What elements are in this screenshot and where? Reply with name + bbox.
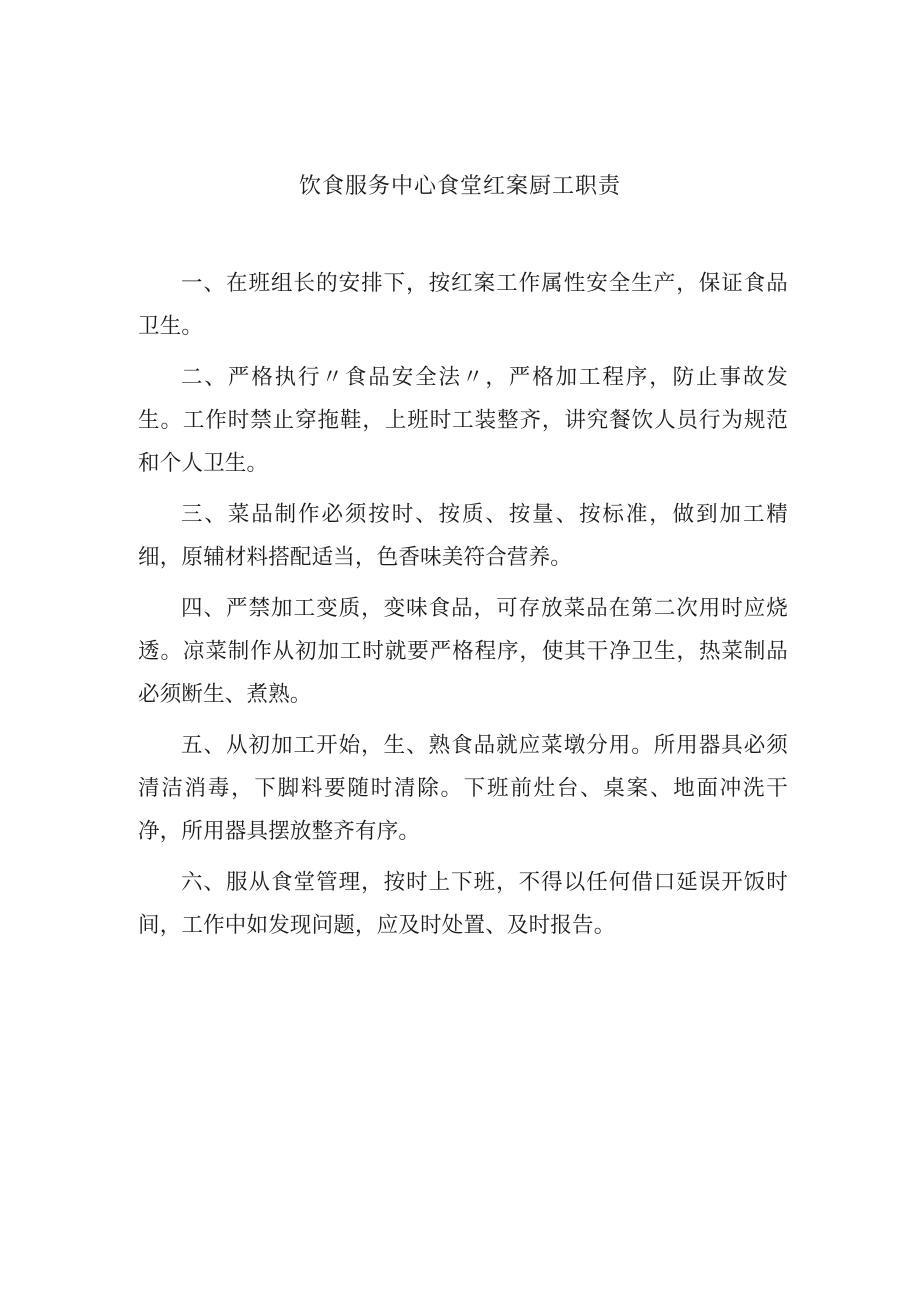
duty-paragraph-2: 二、严格执行〃食品安全法〃，严格加工程序，防止事故发生。工作时禁止穿拖鞋，上班时工装整齐，讲究餐饮人员行为规范和个人卫生。 <box>138 365 788 476</box>
duty-paragraph-1: 一、在班组长的安排下，按红案工作属性安全生产，保证食品卫生。 <box>138 271 788 339</box>
document-title: 饮食服务中心食堂红案厨工职责 <box>298 174 621 199</box>
document-body <box>138 262 788 955</box>
duty-paragraph-6: 六、服从食堂管理，按时上下班，不得以任何借口延误开饭时间，工作中如发现问题，应及时处置、及时报告。 <box>138 870 788 938</box>
duty-paragraph-3: 三、菜品制作必须按时、按质、按量、按标准，做到加工精细，原辅材料搭配适当，色香味美符合营养。 <box>138 502 788 570</box>
duty-paragraph-5: 五、从初加工开始，生、熟食品就应菜墩分用。所用器具必须清洁消毒，下脚料要随时清除。下班前灶台、桌案、地面冲洗干净，所用器具摆放整齐有序。 <box>138 733 788 844</box>
duty-paragraph-4: 四、严禁加工变质，变味食品，可存放菜品在第二次用时应烧透。凉菜制作从初加工时就要严格程序，使其干净卫生，热菜制品必须断生、煮熟。 <box>138 596 788 707</box>
